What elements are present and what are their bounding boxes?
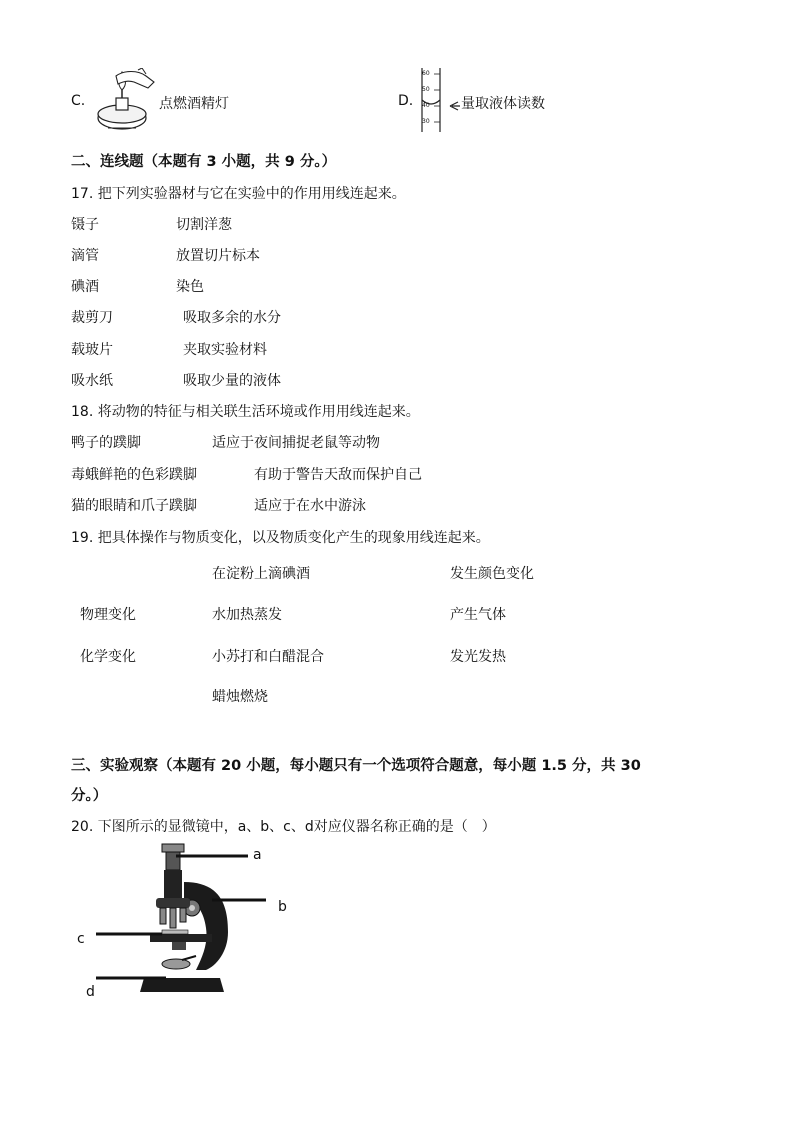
q19-phenomenon-2: 产生气体 [450, 607, 506, 623]
microscope-label-d: d [86, 984, 95, 1000]
q17-right-3: 染色 [176, 279, 204, 295]
q19-operation-1: 在淀粉上滴碘酒 [212, 566, 310, 582]
q17-right-6: 吸取少量的液体 [183, 373, 281, 389]
q17-right-4: 吸取多余的水分 [183, 310, 281, 326]
q17-left-2: 滴管 [71, 248, 99, 264]
q18-stem: 18. 将动物的特征与相关联生活环境或作用用线连起来。 [71, 404, 420, 420]
q19-operation-2: 水加热蒸发 [212, 607, 282, 623]
q19-change-chemical: 化学变化 [80, 649, 136, 665]
q17-right-5: 夹取实验材料 [183, 342, 267, 358]
option-d-text: 量取液体读数 [461, 96, 545, 112]
q19-stem: 19. 把具体操作与物质变化，以及物质变化产生的现象用线连起来。 [71, 530, 490, 546]
section-3-title-line2: 分。） [71, 788, 108, 804]
cylinder-tick-40: 40 [422, 102, 430, 109]
q17-right-1: 切割洋葱 [176, 217, 232, 233]
q17-left-6: 吸水纸 [71, 373, 113, 389]
q17-left-5: 载玻片 [71, 342, 113, 358]
microscope-figure [88, 842, 298, 1002]
q18-right-1: 适应于夜间捕捉老鼠等动物 [212, 435, 380, 451]
q18-left-2: 毒蛾鲜艳的色彩蹼脚 [71, 467, 197, 483]
cylinder-tick-50: 50 [422, 86, 430, 93]
cylinder-tick-30: 30 [422, 118, 430, 125]
section-3-title-line1: 三、实验观察（本题有 20 小题，每小题只有一个选项符合题意，每小题 1.5 分，共 30 [71, 758, 641, 774]
q19-operation-4: 蜡烛燃烧 [212, 689, 268, 705]
option-d-letter: D. [398, 93, 414, 109]
q17-left-4: 裁剪刀 [71, 310, 113, 326]
q18-right-2: 有助于警告天敌而保护自己 [254, 467, 422, 483]
option-c-text: 点燃酒精灯 [159, 96, 229, 112]
q18-left-1: 鸭子的蹼脚 [71, 435, 141, 451]
q18-left-3: 猫的眼睛和爪子蹼脚 [71, 498, 197, 514]
option-c-letter: C. [71, 93, 86, 109]
microscope-label-a: a [253, 847, 262, 863]
q19-phenomenon-3: 发光发热 [450, 649, 506, 665]
cylinder-tick-60: 60 [422, 70, 430, 77]
alcohol-lamp-lighting-icon [94, 68, 160, 136]
q20-stem: 20. 下图所示的显微镜中，a、b、c、d对应仪器名称正确的是（ ） [71, 819, 496, 835]
q17-right-2: 放置切片标本 [176, 248, 260, 264]
q19-phenomenon-1: 发生颜色变化 [450, 566, 534, 582]
q17-left-1: 镊子 [71, 217, 99, 233]
q17-left-3: 碘酒 [71, 279, 99, 295]
section-2-title: 二、连线题（本题有 3 小题，共 9 分。） [71, 154, 337, 170]
q19-operation-3: 小苏打和白醋混合 [212, 649, 324, 665]
microscope-label-c: c [77, 931, 85, 947]
q19-change-physical: 物理变化 [80, 607, 136, 623]
q17-stem: 17. 把下列实验器材与它在实验中的作用用线连起来。 [71, 186, 406, 202]
q18-right-3: 适应于在水中游泳 [254, 498, 366, 514]
microscope-label-b: b [278, 899, 287, 915]
